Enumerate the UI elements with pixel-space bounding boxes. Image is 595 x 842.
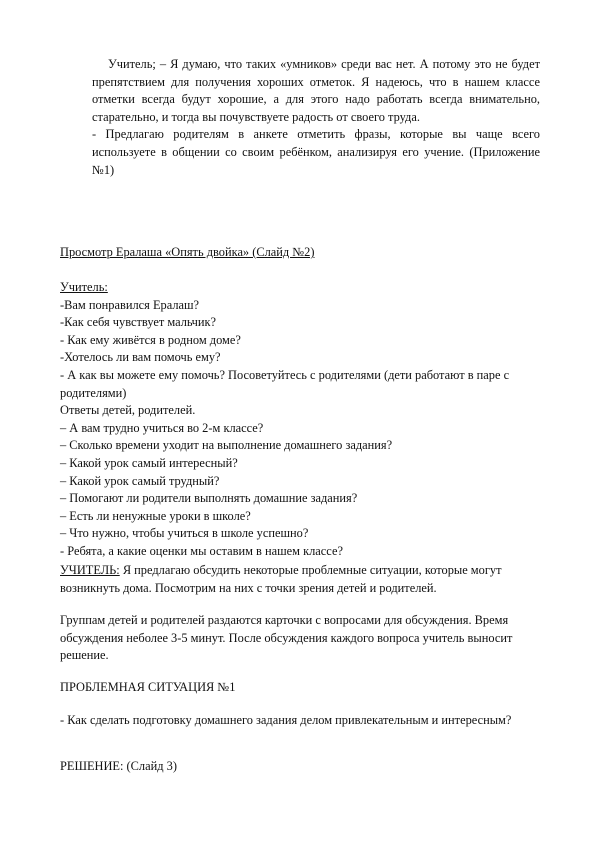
groups-paragraph: Группам детей и родителей раздаются карточки с вопросами для обсуждения. Время обсуждения неболее 3-5 минут. После обсуждения каждого вопроса учитель выносит решение. [60,613,513,663]
teacher-label: Учитель: [60,280,108,294]
teacher-caps-text: Я предлагаю обсудить некоторые проблемные ситуации, которые могут возникнуть дома. Посмотрим на них с точки зрения детей и родителей. [60,563,502,595]
question-item: – Помогают ли родители выполнять домашние задания? [60,491,358,506]
solution-line: РЕШЕНИЕ: (Слайд 3) [60,759,177,773]
question-item: - Как ему живётся в родном доме? [60,332,241,347]
teacher-caps-label: УЧИТЕЛЬ: [60,563,120,577]
viewing-heading: Просмотр Ералаша «Опять двойка» (Слайд №2) [60,245,315,259]
question-item: -Как себя чувствует мальчик? [60,315,217,330]
question-item: – А вам трудно учиться во 2-м классе? [60,420,264,435]
groups-block [60,612,550,665]
teacher-proposal [60,562,550,597]
problem-question: - Как сделать подготовку домашнего задания делом привлекательным и интересным? [60,713,512,727]
question-list [60,297,550,561]
question-item: - Ребята, а какие оценки мы оставим в нашем классе? [60,543,343,558]
problem-question-block [60,712,550,730]
dialogue-block [60,279,550,561]
question-item: Ответы детей, родителей. [60,403,196,418]
question-item: – Какой урок самый трудный? [60,473,220,488]
viewing-heading-block [60,244,550,262]
solution-block [60,758,550,776]
teacher-proposal-block [60,562,550,597]
question-item: - А как вы можете ему помочь? Посоветуйтесь с родителями (дети работают в паре с родителями) [60,367,510,400]
question-item: – Есть ли ненужные уроки в школе? [60,508,251,523]
problem-title-block [60,679,550,697]
question-item: – Сколько времени уходит на выполнение домашнего задания? [60,438,393,453]
question-item: – Что нужно, чтобы учиться в школе успешно? [60,526,309,541]
intro-section [92,56,540,179]
intro-paragraph-parents: - Предлагаю родителям в анкете отметить фразы, которые вы чаще всего используете в общении со своим ребёнком, анализируя его учение. (Приложение №1) [92,127,540,177]
intro-paragraph-teacher: Учитель; – Я думаю, что таких «умников» среди вас нет. А потому это не будет препятствием для получения хороших отметок. Я надеюсь, что в нашем классе отметки всегда будут хорошие, а для этого надо работать всегда внимательно, старательно, и тогда вы почувствуете радость от своего труда. [92,57,540,124]
question-item: – Какой урок самый интересный? [60,455,238,470]
question-item: -Хотелось ли вам помочь ему? [60,350,221,365]
question-item: -Вам понравился Ералаш? [60,297,200,312]
problem-title: ПРОБЛЕМНАЯ СИТУАЦИЯ №1 [60,680,236,694]
